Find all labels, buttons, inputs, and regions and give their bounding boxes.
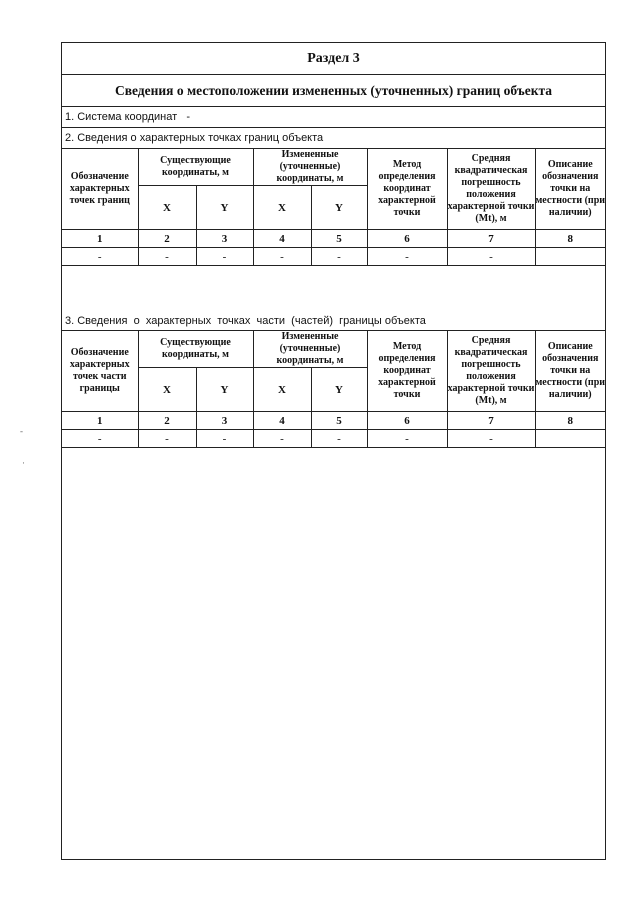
table-cell: - [311, 430, 367, 448]
table-row [62, 430, 605, 448]
col-description: Описание обозначения точки на местности (при наличии) [535, 331, 605, 412]
section-title: Раздел 3 [62, 43, 605, 75]
boundary-points-table [62, 149, 605, 266]
col-method: Метод определения координат характерной точки [367, 149, 447, 230]
table-cell: - [196, 248, 253, 266]
col-number: 7 [447, 412, 535, 430]
coordinate-system-label: 1. Система координат [65, 111, 178, 123]
table-cell: - [253, 430, 311, 448]
table-cell: - [311, 248, 367, 266]
col-number: 3 [196, 230, 253, 248]
col-existing-y: Y [196, 186, 253, 230]
col-number: 4 [253, 230, 311, 248]
coordinate-system-row [62, 107, 605, 128]
col-number: 5 [311, 412, 367, 430]
col-number: 4 [253, 412, 311, 430]
col-number: 2 [138, 412, 196, 430]
document-frame [61, 42, 606, 860]
col-error: Средняя квадратическая погрешность положения характерной точки (Mt), м [447, 149, 535, 230]
table-cell: - [447, 430, 535, 448]
col-number: 6 [367, 412, 447, 430]
margin-mark: - [20, 426, 23, 436]
table-cell [535, 430, 605, 448]
col-number: 2 [138, 230, 196, 248]
col-existing-x: X [138, 368, 196, 412]
col-number: 1 [62, 412, 138, 430]
col-number: 3 [196, 412, 253, 430]
col-existing-y: Y [196, 368, 253, 412]
col-number: 1 [62, 230, 138, 248]
table-cell [535, 248, 605, 266]
table-cell: - [367, 430, 447, 448]
col-point-designation: Обозначение характерных точек части границы [62, 331, 138, 412]
col-changed-coords: Измененные (уточненные) координаты, м [253, 331, 367, 368]
col-number: 5 [311, 230, 367, 248]
col-number: 8 [535, 230, 605, 248]
col-description: Описание обозначения точки на местности (при наличии) [535, 149, 605, 230]
col-error: Средняя квадратическая погрешность положения характерной точки (Mt), м [447, 331, 535, 412]
section2-label: 2. Сведения о характерных точках границ объекта [65, 132, 324, 144]
col-method: Метод определения координат характерной точки [367, 331, 447, 412]
section-subtitle: Сведения о местоположении измененных (уточненных) границ объекта [62, 75, 605, 107]
table-cell: - [367, 248, 447, 266]
col-number: 6 [367, 230, 447, 248]
table-cell: - [253, 248, 311, 266]
section3-label: 3. Сведения о характерных точках части (частей) границы объекта [65, 314, 426, 327]
table-cell: - [62, 248, 138, 266]
coordinate-system-value: - [186, 111, 191, 123]
col-number: 8 [535, 412, 605, 430]
section2-heading [62, 128, 605, 149]
table-cell: - [138, 430, 196, 448]
col-changed-y: Y [311, 368, 367, 412]
col-number: 7 [447, 230, 535, 248]
col-changed-coords: Измененные (уточненные) координаты, м [253, 149, 367, 186]
table-cell: - [447, 248, 535, 266]
col-existing-coords: Существующие координаты, м [138, 149, 253, 186]
table-cell: - [196, 430, 253, 448]
table-cell: - [62, 430, 138, 448]
table-row [62, 248, 605, 266]
col-changed-y: Y [311, 186, 367, 230]
margin-dot: · [22, 458, 25, 468]
col-existing-x: X [138, 186, 196, 230]
col-changed-x: X [253, 186, 311, 230]
col-existing-coords: Существующие координаты, м [138, 331, 253, 368]
part-boundary-points-table [62, 331, 605, 448]
col-changed-x: X [253, 368, 311, 412]
col-point-designation: Обозначение характерных точек границ [62, 149, 138, 230]
table-cell: - [138, 248, 196, 266]
section3-heading [62, 311, 605, 331]
